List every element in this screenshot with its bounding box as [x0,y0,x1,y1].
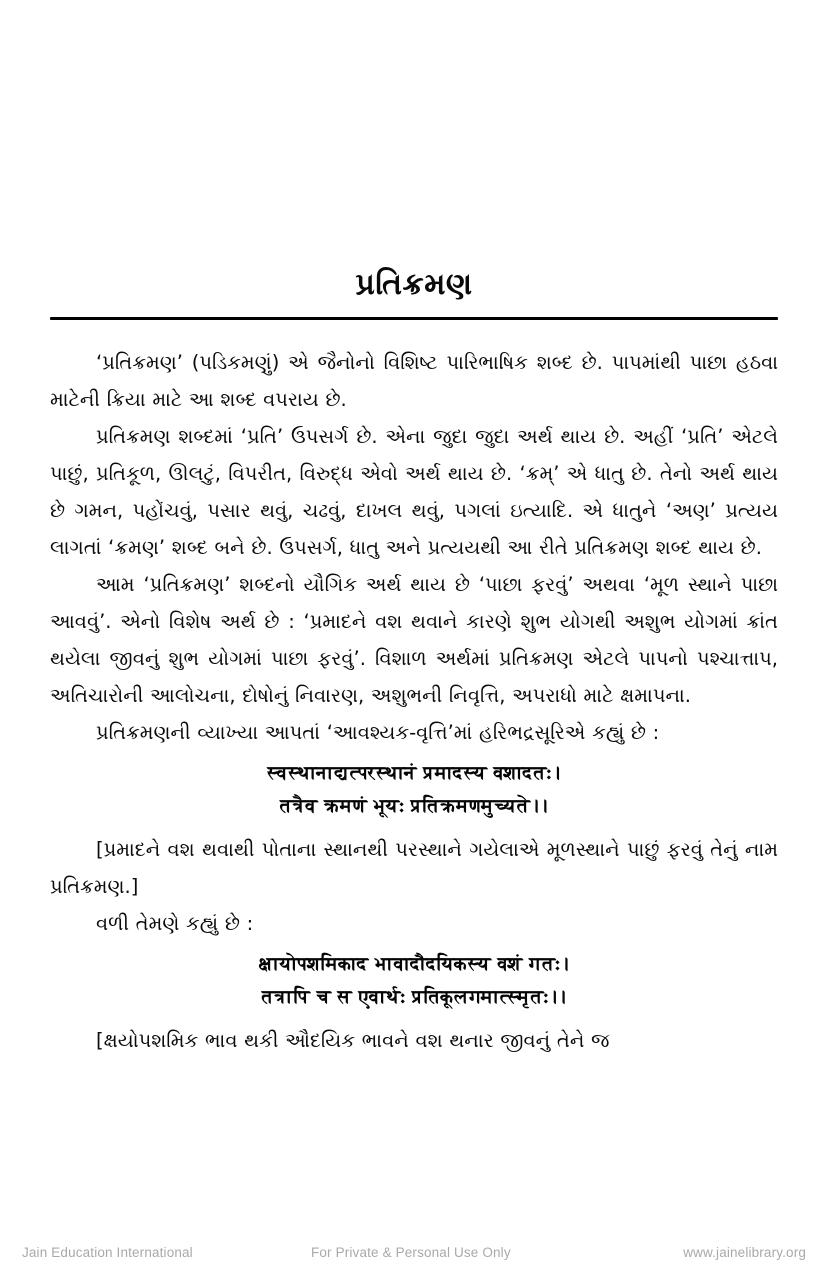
footer-website-url[interactable]: www.jainelibrary.org [683,1244,806,1260]
verse-1-line-2: तत्रैव क्रमणं भूयः प्रतिक्रमणमुच्यते।। [280,795,548,817]
paragraph-1: ‘પ્રતિક્રમણ’ (પડિકમણું) એ જૈનોનો વિશિષ્ટ પારિભાષિક શબ્દ છે. પાપમાંથી પાછા હઠવા માટેની ક્રિયા માટે આ શબ્દ વપરાય છે. [50,351,778,411]
paragraph-2: પ્રતિક્રમણ શબ્દમાં ‘પ્રતિ’ ઉપસર્ગ છે. એના જુદા જુદા અર્થ થાય છે. અહીં ‘પ્રતિ’ એટલે પાછું, પ્રતિકૂળ, ઊલટું, વિપરીત, વિરુદ્ધ એવો અર્થ થાય છે. ‘ક્રમ્’ એ ધાતુ છે. તેનો અર્થ થાય છે ગમન, પહોંચવું, પસાર થવું, ચઢવું, દાખલ થવું, પગલાં ઇત્યાદિ. એ ધાતુને ‘અણ’ પ્રત્યય લાગતાં ‘ક્રમણ’ શબ્દ બને છે. ઉપસર્ગ, ધાતુ અને પ્રત્યયથી આ રીતે પ્રતિક્રમણ શબ્દ થાય છે. [50,425,778,559]
paragraph-3: આમ ‘પ્રતિક્રમણ’ શબ્દનો યૌગિક અર્થ થાય છે ‘પાછા ફરવું’ અથવા ‘મૂળ સ્થાને પાછા આવવું’. એનો વિશેષ અર્થ છે : ‘પ્રમાદને વશ થવાને કારણે શુભ યોગથી અશુભ યોગમાં ક્રાંત થયેલા જીવનું શુભ યોગમાં પાછા ફરવું’. વિશાળ અર્થમાં પ્રતિક્રમણ એટલે પાપનો પશ્ચાત્તાપ, અતિચારોની આલોચના, દોષોનું નિવારણ, અશુભની નિવૃત્તિ, અપરાધો માટે ક્ષમાપના. [50,573,778,707]
gloss-2-continued: [ક્ષયોપશમિક ભાવ થકી ઔદયિક ભાવને વશ થનાર જીવનું તેને જ [96,1029,610,1052]
footer-organization: Jain Education International [22,1244,193,1260]
footer-usage-notice: For Private & Personal Use Only [311,1244,511,1260]
lead-in-2: વળી તેમણે કહ્યું છે : [96,912,254,935]
body-text-column [50,344,778,1059]
paragraph-4-lead-in: પ્રતિક્રમણની વ્યાખ્યા આપતાં ‘આવશ્યક-વૃત્તિ’માં હરિભદ્રસૂરિએ કહ્યું છે : [96,721,660,744]
verse-1-line-1: स्वस्थानाद्यत्परस्थानं प्रमादस्य वशादतः। [267,762,561,784]
sanskrit-verse-1 [50,757,778,823]
page-title: પ્રતિક્રમણ [355,267,473,302]
title-block [50,268,778,320]
gloss-1: [પ્રમાદને વશ થવાથી પોતાના સ્થાનથી પરસ્થાને ગયેલાએ મૂળસ્થાને પાછું ફરવું તેનું નામ પ્રતિક્રમણ.] [50,838,778,898]
title-divider [50,317,778,320]
verse-2-line-1: क्षायोपशमिकाद भावादौदयिकस्य वशं गतः। [259,953,569,975]
page-footer [0,1238,828,1266]
verse-2-line-2: तत्रापि च स एवार्थः प्रतिकूलगमात्स्मृतः।। [262,986,566,1008]
sanskrit-verse-2 [50,948,778,1014]
